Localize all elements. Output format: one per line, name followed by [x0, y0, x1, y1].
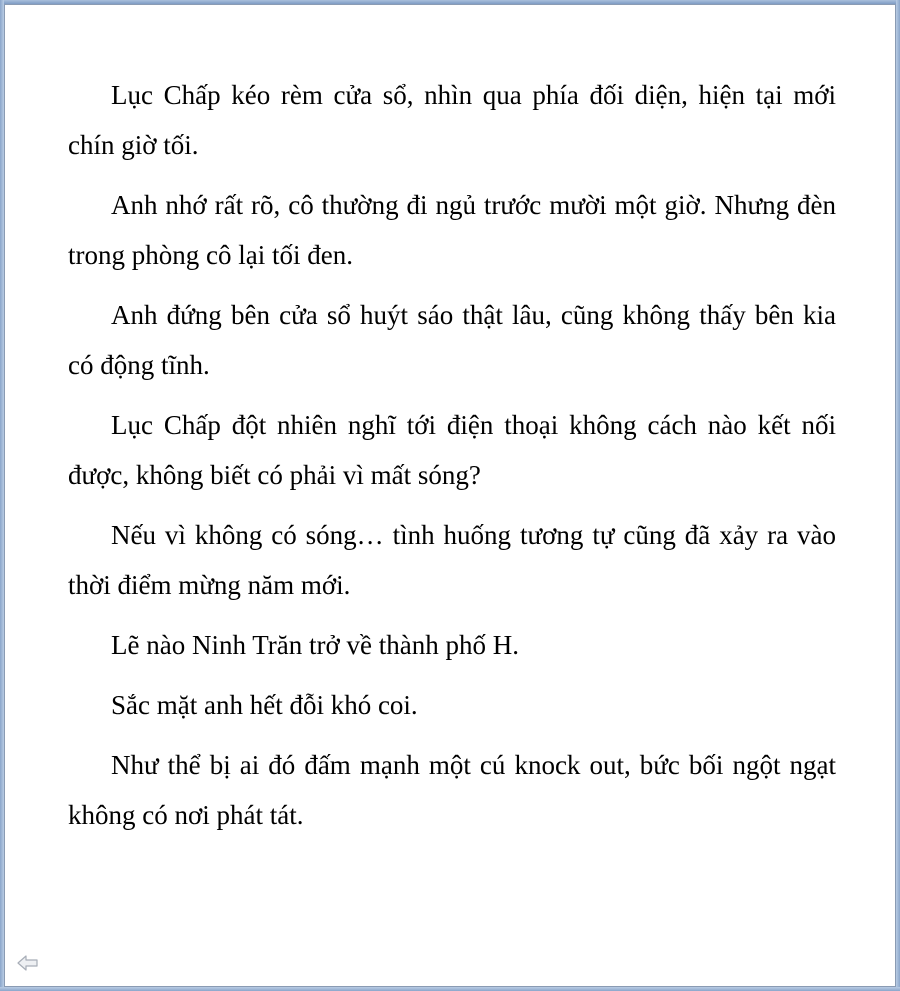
back-arrow-icon-graphic — [17, 954, 39, 972]
paragraph: Anh nhớ rất rõ, cô thường đi ngủ trước mười một giờ. Nhưng đèn trong phòng cô lại tối đen. — [68, 190, 836, 270]
paragraph: Sắc mặt anh hết đỗi khó coi. — [111, 690, 418, 720]
paragraph: Lục Chấp kéo rèm cửa sổ, nhìn qua phía đối diện, hiện tại mới chín giờ tối. — [68, 80, 836, 160]
paragraph: Lục Chấp đột nhiên nghĩ tới điện thoại không cách nào kết nối được, không biết có phải vì mất sóng? — [68, 410, 836, 490]
paragraph: Anh đứng bên cửa sổ huýt sáo thật lâu, cũng không thấy bên kia có động tĩnh. — [68, 300, 836, 380]
window-frame-bottom — [0, 987, 900, 991]
paragraph: Như thể bị ai đó đấm mạnh một cú knock out, bức bối ngột ngạt không có nơi phát tát. — [68, 750, 836, 830]
back-arrow-icon[interactable] — [17, 954, 39, 972]
document-body — [68, 70, 836, 850]
window-frame-right — [896, 0, 900, 991]
paragraph: Nếu vì không có sóng… tình huống tương tự cũng đã xảy ra vào thời điểm mừng năm mới. — [68, 520, 836, 600]
paragraph: Lẽ nào Ninh Trăn trở về thành phố H. — [111, 630, 519, 660]
document-page — [4, 4, 896, 987]
